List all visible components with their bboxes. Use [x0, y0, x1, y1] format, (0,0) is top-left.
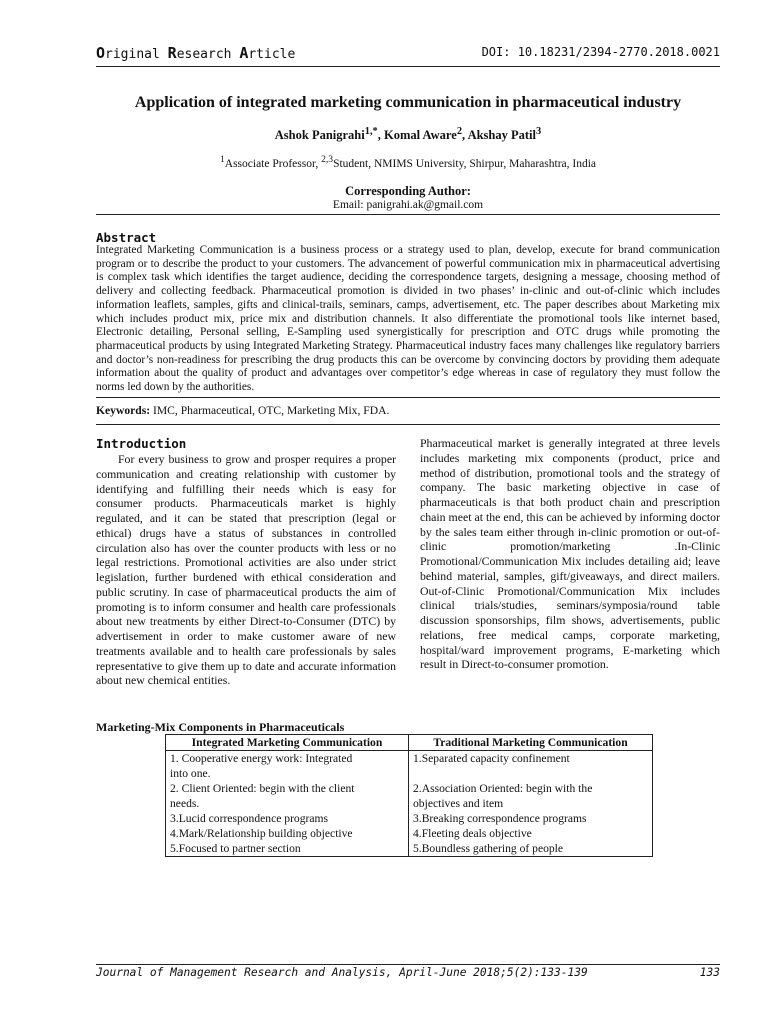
marketing-mix-heading: Marketing-Mix Components in Pharmaceuticals: [96, 720, 345, 734]
table-header-row: [166, 735, 653, 751]
affiliation: $^1$Associate Professor, $^{2,3}$Student, NMIMS University, Shirpur, Maharashtra, India: [219, 154, 597, 170]
author-2: Komal Aware$^2$,: [384, 126, 468, 143]
article-type-word-1: Original: [96, 44, 160, 62]
marketing-mix-table: [165, 734, 653, 857]
table-header-imc: Integrated Marketing Communication: [166, 735, 409, 751]
keywords-label: Keywords:: [96, 404, 151, 417]
keywords-rule: [96, 397, 720, 398]
author-3: Akshay Patil$^3$: [467, 126, 542, 143]
authors-line: [96, 126, 720, 143]
doi: DOI: 10.18231/2394-2770.2018.0021: [481, 45, 720, 59]
corresponding-author-email[interactable]: Email: panigrahi.ak@gmail.com: [332, 199, 484, 211]
table-row: [166, 751, 653, 857]
article-title: Application of integrated marketing communication in pharmaceutical industry: [134, 94, 682, 111]
author-1: Ashok Panigrahi$^{1,*}$,: [274, 126, 385, 143]
footer-rule: [96, 964, 720, 965]
table-cell-imc: 1. Cooperative energy work: Integrated into one. 2. Client Oriented: begin with the client needs. 3.Lucid correspondence programs 4.Mark/Relationship building objective 5.Focused to partner section: [166, 751, 409, 857]
keywords-text: IMC, Pharmaceutical, OTC, Marketing Mix, FDA.: [150, 404, 390, 417]
corresponding-author-label: Corresponding Author:: [345, 184, 471, 198]
page-header: [96, 44, 720, 64]
table-header-tmc: Traditional Marketing Communication: [409, 735, 653, 751]
keywords-rule-bottom: [96, 424, 720, 425]
header-rule: [96, 66, 720, 67]
keywords: [96, 404, 720, 417]
article-type-word-2: Research: [167, 44, 232, 62]
footer-journal: Journal of Management Research and Analysis, April-June 2018;5(2):133-139: [96, 966, 588, 979]
abstract-body: Integrated Marketing Communication is a business process or a strategy used to plan, develop, execute for brand communication program or to describe the product to your customers. The advancement of powerful communication mix in pharmaceutical advertising is complex task which identifies the target audience, deciding the correspondence targets, designing a message, choosing method of delivery and collecting feedback. Pharmaceutical promotion is divided in two phases’ in-clinic and out-of-clinic which includes information leaflets, samples, gifts and clinical-trails, seminars, camps, advertisement, etc. The paper describes about Marketing mix which includes product mix, price mix and distribution channels. It also differentiate the promotional tools like internet based, Electronic detailing, Personal selling, E-Sampling used synergistically for prescription and OTC drugs while promoting the pharmaceutical products by using Integrated Marketing Strategy. Pharmaceutical industry faces many challenges like regulatory barriers and doctor’s non-readiness for prescribing the drug products this can be overcome by convincing doctors by providing them adequate information about the quality of product and advantages over competitor’s edge whereas in case of regulatory they must follow the norms led down by the authorities.: [96, 244, 720, 394]
table-cell-tmc: 1.Separated capacity confinement 2.Association Oriented: begin with the objectives and item 3.Breaking correspondence programs 4.Fleeting deals objective 5.Boundless gathering of people: [409, 751, 653, 857]
article-type: [96, 44, 295, 62]
introduction-left-column: For every business to grow and prosper requires a proper communication and creating relationship with customer by identifying and fulfilling their needs which is easy for consumer products. Pharmaceuticals market is highly regulated, and it can be stated that prescription (legal or ethical) drugs have a status of substances in controlled circulation also has over the counter products with less or no legal restrictions. Promotional activities are also under strict legislation, further burdened with ethical consideration and public scrutiny. In case of pharmaceutical products the aim of promoting is to inform consumer and health care professionals about new treatments by either Direct-to-Consumer (DTC) by advertisement in order to make customer aware of new treatments available and to health care professionals by sales representative to give them up to date and accurate information about new chemical entities.: [96, 452, 396, 688]
abstract-heading: Abstract: [96, 230, 157, 245]
introduction-right-column: Pharmaceutical market is generally integrated at three levels includes marketing mix components (product, price and method of distribution, promotional tools and the strategy of company. The basic marketing objective in case of pharmaceuticals is that both product chain and prescription chain meet at the end, this can be achieved by informing doctor by the sales team either through in-clinic promotion or out-of-clinic promotion/marketing .In-Clinic Promotional/Communication Mix includes detailing aid; leave behind material, samples, gift/giveaways, and direct mailers. Out-of-Clinic Promotional/Communication Mix includes clinical trials/studies, seminars/symposia/round table discussion sponsorships, film shows, advertisements, public relations, free medical camps, corporate marketing, hospital/ward improvement programs, E-marketing which result in Direct-to-consumer promotion.: [420, 436, 720, 672]
article-type-word-3: Article: [239, 44, 296, 62]
abstract-rule: [96, 214, 720, 215]
introduction-heading: Introduction: [96, 436, 187, 451]
footer-page-number: 133: [699, 966, 720, 979]
